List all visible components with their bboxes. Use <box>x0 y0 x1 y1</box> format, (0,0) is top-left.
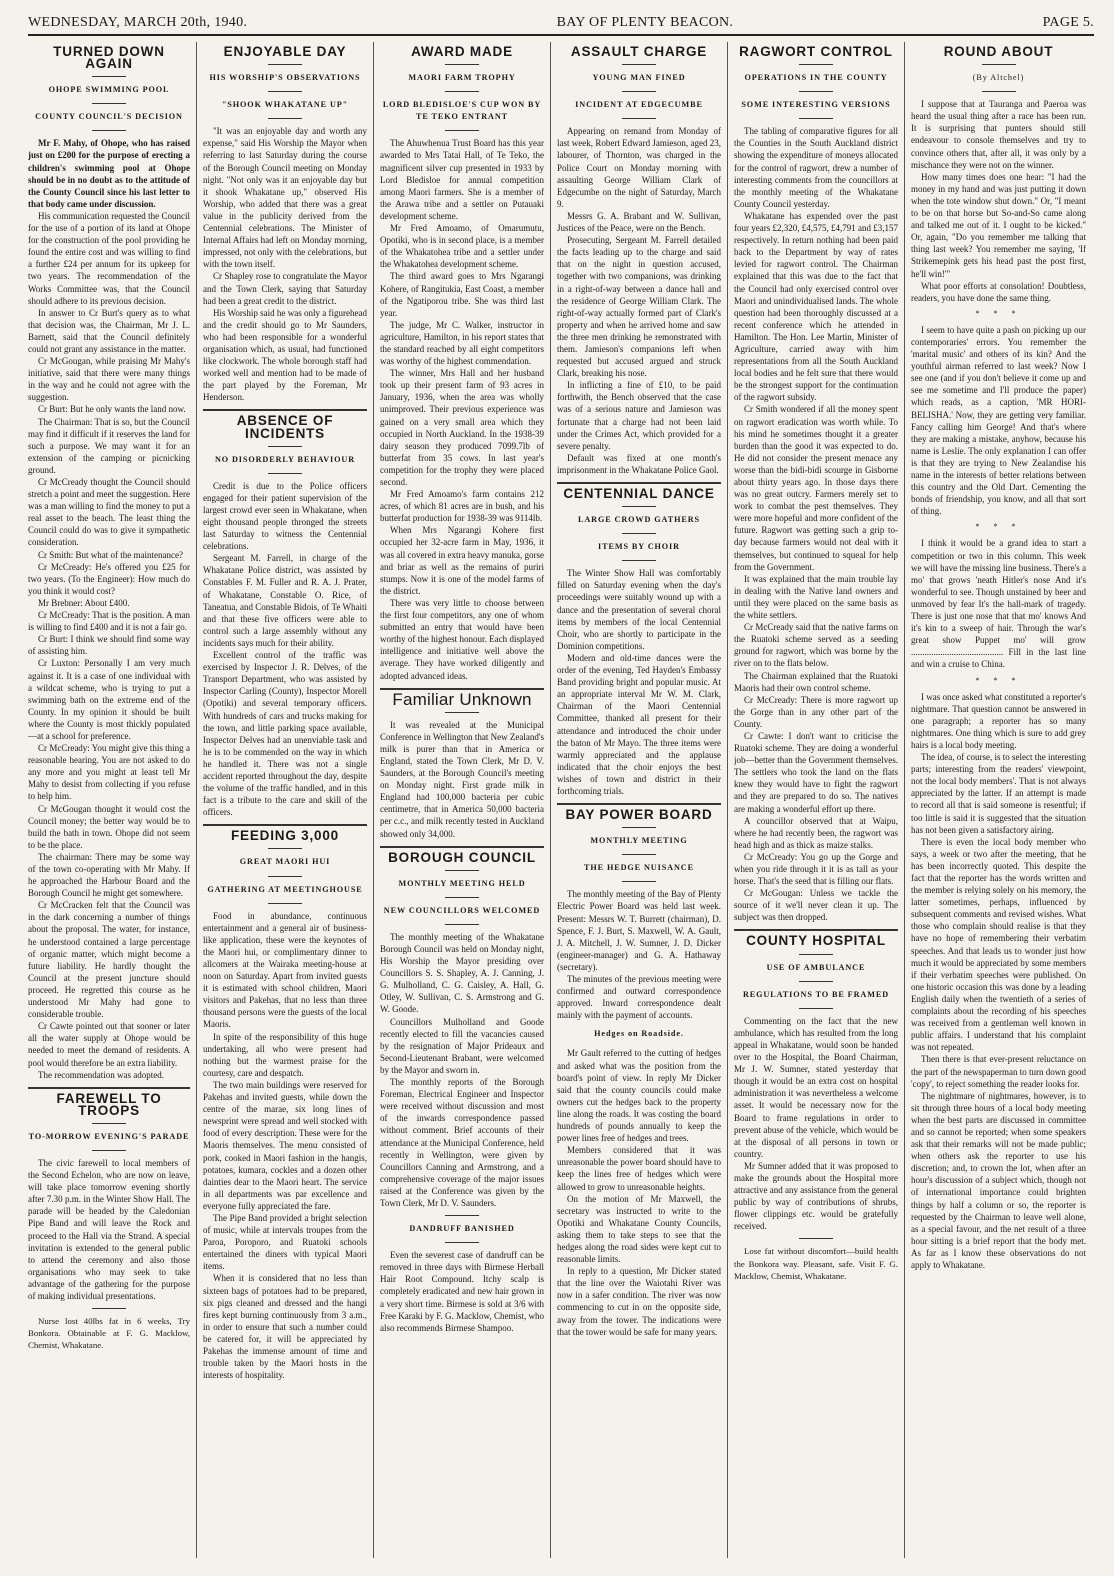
paragraph: Mr F. Mahy, of Ohope, who has raised just on £200 for the purpose of erecting a children's swimming pool at Ohope should be in no doubt as to the attitude of the County Council since his last letter to that body came under discussion. <box>28 138 190 209</box>
subheading: YOUNG MAN FINED <box>592 73 686 83</box>
paragraph: Appearing on remand from Monday of last week, Robert Edward Jamieson, aged 23, labourer, of Thornton, was charged in the Police Court on Monday morning with assaulting George William Clark of Edgecumbe on the night of Saturday, March 9. <box>557 126 721 209</box>
paragraph: Cr McCracken felt that the Council was in the dark concerning a number of things about the proposal. The water, for instance, he understood contained a large percentage of organic matter, which might become a future liability. He hardly thought the Council at the present juncture should proceed. He regretted this course as he understood Mr Mahy had gone to considerable trouble. <box>28 900 190 1020</box>
paragraph: His communication requested the Council for the use of a portion of its land at Ohope for the construction of the pool providing he found the entire cost and was willing to find a further £24 per annum for its upkeep for two years. The recommendation of the Works Committee was, that the Council should adhere to its previous decision. <box>28 210 190 306</box>
paragraph: Mr Fred Amoamo's farm contains 212 acres, of which 81 acres are in bush, and his butterfat production for 1938-39 was 9114lb. <box>380 489 544 524</box>
subheading: LORD BLEDISLOE'S CUP WON BY TE TEKO ENTRANT <box>382 100 542 122</box>
column-rule <box>550 42 551 1558</box>
paragraph: On the motion of Mr Maxwell, the secretary was instructed to write to the Opotiki and Whakatane County Councils, asking them to take steps to see that the hedges along the road sides were kept cut to reasonable limits. <box>557 1193 721 1265</box>
paragraph: Cr Burt: I think we should find some way of assisting him. <box>28 634 190 657</box>
subheading: NEW COUNCILLORS WELCOMED <box>383 905 541 915</box>
column-5 <box>734 42 898 1558</box>
paragraph: Commenting on the fact that the new ambulance, which has resulted from the long appeal in Whakatane, would soon be handed over to the Hospital, the Board Chairman, Mr J. W. Sumner, stated yesterday that though it would be an extra cost on hospital administration it was nevertheless a welcome asset. It would be necessary now for the Board to frame regulations in order to prevent abuse of the vehicle, which would be at the disposal of all persons in town or country. <box>734 1015 898 1159</box>
paragraph: The monthly reports of the Borough Foreman, Electrical Engineer and Inspector were received without discussion and most of the inwards correspondence passed without comment. Brief accounts of their attendance at the Municipal Conference, held recently in Wellington, were given by Councillors Canning and Armstrong, and a comprehensive coverage of the major issues raised at the Conference was given by the Town Clerk, Mr D. V. Saunders. <box>380 1077 544 1208</box>
subheading: MAORI FARM TROPHY <box>408 73 516 83</box>
paragraph: Cr Smith wondered if all the money spent on ragwort eradication was worth while. To his mind he sometimes thought it a greater burden than the good it was expected to do. He did not consider the present menace any worse than the bidi-bidi scourge in Gisborne about thirty years ago. In those days there was no great outcry. Farmers merely set to work to combat the pest themselves. They were more hopeful and more confident of the future. Ragwort was getting such a grip to-day because farmers would not deal with it themselves, but continued to squeal for help from the Government. <box>734 404 898 572</box>
paragraph: The judge, Mr C. Walker, instructor in agriculture, Hamilton, in his report states that the standard reached by all eight competitors was worthy of the highest commendation. <box>380 319 544 367</box>
paragraph: The Ahuwhenua Trust Board has this year awarded to Mrs Tatai Hall, of Te Teko, the magnificent silver cup presented in 1933 by Lord Bledisloe for annual competition among Maori farmers. She is a member of the Arawa tribe and a settler on Putauaki development scheme. <box>380 138 544 221</box>
paragraph: The nightmare of nightmares, however, is to sit through three hours of a local body meeting when the best parts are discussed in committee and so cannot be reported; when some speakers ask that their remarks will not be made public; when others ask the reporter to use his discretion; and, to crown the lot, when after an hour's discussion of a subject which, though not of international importance could brighten things by half a column or so, the reporter is requested by the Chairman to leave well alone, as a special favour, and the net result of a three hour sitting is a brief report that the body met. As far as I know these observations do not apply to Whakatane. <box>911 1090 1086 1270</box>
paragraph: I suppose that at Tauranga and Paeroa was heard the usual thing after a race has been run. It is surprising that punters should still endeavour to console themselves and try to convince others that, after all, it was only by a mischance they were not on the winner. <box>911 99 1086 170</box>
subheading: NO DISORDERLY BEHAVIOUR <box>214 454 356 464</box>
paragraph: "It was an enjoyable day and worth any expense," said His Worship the Mayor when referring to last Saturday during the course of the Borough Council meeting on Monday night. "Not only was it an enjoyable day but it shook Whakatane up," observed His Worship, who added that there was a great value in the publicity derived from the Centennial celebrations. The Minister of Internal Affairs had left on Monday morning, impressed, not only with the celebrations, but with the town itself. <box>203 126 367 270</box>
paragraph: Cr McGougan thought it would cost the Council money; the better way would be to build the bath in town. Ohope did not seem to be the place. <box>28 803 190 850</box>
headline: ENJOYABLE DAY <box>223 44 347 59</box>
paragraph: In spite of the responsibility of this huge undertaking, all who were present had nothing but the warmest praise for the courtesy, care and despatch. <box>203 1031 367 1078</box>
headline: ABSENCE OF INCIDENTS <box>236 413 334 441</box>
headline: ROUND ABOUT <box>943 44 1054 59</box>
paragraph: Mr Sumner added that it was proposed to make the grounds about the Hospital more attractive and any assistance from the general public by way of contributions of shrubs, flower clippings etc. would be gratefully received. <box>734 1160 898 1232</box>
headline: AWARD MADE <box>411 44 513 59</box>
headline: CENTENNIAL DANCE <box>563 486 715 501</box>
paragraph: Mr Fred Amoamo, of Omarumutu, Opotiki, who is in second place, is a member of the Whakatohea tribe and a settler under the Whakatohea development scheme. <box>380 223 544 270</box>
column-rule <box>373 42 374 1558</box>
paragraph: The winner, Mrs Hall and her husband took up their present farm of 93 acres in January, 1936, when the area was wholly unimproved. Their previous experience was gained on a very small area which they occupied in North Auckland. In the 1938-39 dairy season they produced 7099.7lb of butterfat from 35 cows. In last year's competition for the trophy they were placed second. <box>380 368 544 487</box>
paragraph: The two main buildings were reserved for Pakehas and invited guests, while down the centre of the marae, six long lines of newsprint were spread and well stocked with food of every description. These were for the Maoris themselves. The menu consisted of pork, cooked in Maori fashion in the hangis, potatoes, kumara, cockles and a dozen other dainties dear to the Maori heart. The service in all departments was par excellence and everyone fully appreciated the fare. <box>203 1079 367 1211</box>
section-stars: * * * <box>975 522 1022 532</box>
paragraph: Then there is that ever-present reluctance on the part of the newspaperman to turn down good 'copy', to reject something the reader looks for. <box>911 1054 1086 1089</box>
paragraph: Cr McCready: You might give this thing a reasonable hearing. You are not asked to do any more and you might at least tell Mr Mahy to desist from collecting if you refuse to help him. <box>28 743 190 802</box>
subheading: COUNTY COUNCIL'S DECISION <box>35 112 183 122</box>
column-rule <box>196 42 197 1558</box>
paragraph: When Mrs Ngarangi Kohere first occupied her 32-acre farm in May, 1936, it was all covered in extra heavy manuka, gorse and briar as well as the remains of puriri stumps. Now it is one of the model farms of the district. <box>380 525 544 596</box>
paragraph: Excellent control of the traffic was exercised by Inspector J. R. Delves, of the Transport Department, who was assisted by Inspector Carling (County), Inspector Morell (Opotiki) and several temporary officers. With hundreds of cars and trucks making for the town, and little parking space available, Inspector Delves had an unenviable task and he is to be commended on the way in which he handled it. There was not a single accident reported throughout the day, despite the volume of the traffic handled, and in this fact is a tribute to the care and skill of the officers. <box>203 650 367 818</box>
paragraph: The idea, of course, is to select the interesting parts; interesting from the readers' viewpoint, not the local body members'. That is not always appreciated by the latter. If an attempt is made to record all that is said someone is resentful; if too little is said it is suggested that the situation has not been given a satisfactory airing. <box>911 752 1086 835</box>
paragraph: Cr McCready: You go up the Gorge and when you ride through it it is as tall as your horse. That's the seed that is filling our flats. <box>734 851 898 887</box>
masthead <box>28 12 1094 36</box>
paragraph: Members considered that it was unreasonable the power board should have to keep the lines free of hedges which were allowed to grow to unreasonable heights. <box>557 1145 721 1192</box>
masthead-page: PAGE 5. <box>1042 15 1094 30</box>
paragraph: Cr McCready said that the native farms on the Ruatoki scheme served as a seeding ground for ragwort, which was borne by the river on to the flats below. <box>734 622 898 669</box>
advertisement: Lose fat without discomfort—build health the Bonkora way. Pleasant, safe. Visit F. G. Macklow, Chemist, Whakatane. <box>734 1246 898 1281</box>
paragraph: In answer to Cr Burt's query as to what that decision was, the Chairman, Mr J. L. Barnett, said that the Council definitely could not grant any assistance in the matter. <box>28 307 190 354</box>
paragraph: Cr Luxton: Personally I am very much against it. It is a case of one individual with a wildcat scheme, who is trying to put a swimming bath on the extreme end of the County. In my opinion it should be built where the County is most thickly populated—at a school for preference. <box>28 658 190 741</box>
paragraph: Cr Cawte: I don't want to criticise the Ruatoki scheme. They are doing a wonderful job—better than the Government themselves. The settlers who took the land on the flats knew they would have to fight the ragwort and they are prepared to do so. The natives are making a wonderful effort up there. <box>734 730 898 814</box>
paragraph: When it is considered that no less than sixteen bags of potatoes had to be prepared, six pigs cleaned and dressed and the hangi fires kept burning continuously from 3 a.m., in order to ensure that such a number could be catered for, it will be appreciated by Pakehas the immense amount of time and trouble taken by the Maori hosts in the interests of hospitality. <box>203 1273 367 1381</box>
paragraph: The chairman: There may be some way of the town co-operating with Mr Mahy. If he approached the Harbour Board and the Borough Council he might get somewhere. <box>28 851 190 899</box>
paragraph: The monthly meeting of the Whakatane Borough Council was held on Monday night, His Worship the Mayor presiding over Councillors S. S. Shapley, A. J. Canning, J. G. Mulholland, C. G. Caisley, A. Hall, G. Otley, W. Sullivan, C. S. Armstrong and G. W. Goode. <box>380 931 544 1015</box>
paragraph: In inflicting a fine of £10, to be paid forthwith, the Bench observed that the case was of a serious nature and Jamieson was fortunate that a charge had not been laid under the Crimes Act, which provided for a severe penalty. <box>557 380 721 451</box>
paragraph: The tabling of comparative figures for all the Counties in the South Auckland district showing the expenditure of moneys allocated for the control of ragwort, drew a number of interesting comments from the councillors at the monthly meeting of the Whakatane County Council yesterday. <box>734 126 898 209</box>
paragraph: Whakatane has expended over the past four years £2,320, £4,575, £4,791 and £3,157 respectively. In return nothing had been paid back to the Department by way of rates levied for ragwort control. The Chairman explained that this was due to the fact that the Council had only exercised control over Maori and unindividualised lands. The whole question had been thoroughly discussed at a recent conference which he attended in Hamilton. The Hon. Lee Martin, Minister of Agriculture, carried away with him representations from all the South Auckland local bodies and he felt sure that there would be the strongest support for the continuation of the ragwort subsidy. <box>734 210 898 403</box>
paragraph: Food in abundance, continuous entertainment and a general air of business-like application, these were the keynotes of the Maori hui, or complimentary dinner to allcomers at the Wairaka meeting-house at noon on Saturday. Apart from invited guests it is estimated with school children, Maori visitors and Pakehas, that no less than three thousand persons were the guests of the local Maoris. <box>203 910 367 1030</box>
column-rule <box>904 42 905 1558</box>
subheading: INCIDENT AT EDGECUMBE <box>575 100 703 110</box>
subheading: SOME INTERESTING VERSIONS <box>741 100 891 110</box>
paragraph: Cr Smith: But what of the maintenance? <box>38 549 183 560</box>
subheading: MONTHLY MEETING HELD <box>398 878 526 888</box>
paragraph: I think it would be a grand idea to start a competition or two in this column. This week we will have the missing line business. There's a mo' that grows 'neath Hitler's nose And it's wonderful to see. Though unstained by beer and unmoved by fear It's the hall-mark of tragedy. There is just one nose that that mo' knows And it's kin to a sweep of hair. Through the war's great show Puppet mo' will grow ......................................... Fill in the last line and win a cruise to China. <box>911 538 1086 670</box>
paragraph: The civic farewell to local members of the Second Echelon, who are now on leave, will take place tomorrow evening shortly after 7.30 p.m. in the Winter Show Hall. The parade will be headed by the Caledonian Pipe Band and will leave the Rock and proceed to the Hall via the Strand. A special invitation is extended to the general public to attend the ceremony and also those organisations who may seek to take advantage of the gathering for the purpose of making individual presentations. <box>28 1157 190 1301</box>
paragraph: The third award goes to Mrs Ngarangi Kohere, of Rangitukia, East Coast, a member of the Ngatiporou tribe. She was third last year. <box>380 271 544 318</box>
subheading: DANDRUFF BANISHED <box>409 1224 515 1234</box>
column-1 <box>28 42 190 1558</box>
paragraph: The Winter Show Hall was comfortably filled on Saturday evening when the day's proceedings were suitably wound up with a dance and the presentation of several choral items by members of the local Centennial Choir, who are shortly to participate in the Dominion competitions. <box>557 568 721 651</box>
paragraph: I seem to have quite a pash on picking up our contemporaries' errors. You remember the 'marital music' and others of its kin? And the youthful airman referred to last week? Now I see one (and if you don't believe it come up and see me sometime and I'll produce the paper) which reads, as a caption, 'MR HORI-BELISHA.' Now, they are getting very familiar. Fancy calling him George! And that's where they are making a mistake, anyhow, because his name is Leslie. The only explanation I can offer is that they are trying to New Zealandise his name in the interests of better relations between this country and the Old Dart. Cementing the bonds of friendship, you know, and all that sort of thing. <box>911 324 1086 517</box>
headline: RAGWORT CONTROL <box>739 44 893 59</box>
paragraph: Credit is due to the Police officers engaged for their patient supervision of the largest crowd ever seen in Whakatane, when eight thousand people thronged the streets last Saturday to witness the Centennial celebrations. <box>203 480 367 552</box>
paragraph: Cr McCready: That is the position. A man is willing to find £400 and it is not a fair go. <box>28 610 190 633</box>
subheading: USE OF AMBULANCE <box>766 962 866 972</box>
paragraph: The Chairman: That is so, but the Council may find it difficult if it reserves the land for such a purpose. We may want it for an extension of the camping or picnicking ground. <box>28 416 190 475</box>
headline: FEEDING 3,000 <box>231 828 339 844</box>
paragraph: Prosecuting, Sergeant M. Farrell detailed the facts leading up to the charge and said that on the night in question accused, together with two companions, was drinking in a right-of-way between a dance hall and the residence of George William Clark. The right-of-way actually formed part of Clark's property and when he arrived home and saw the three men drinking he remonstrated with them. Jamieson's companions left when requested but accused argued and struck Clark, breaking his nose. <box>557 235 721 379</box>
paragraph: There is even the local body member who says, a week or two after the meeting, that he has been incorrectly quoted. This despite the fact that the reporter has the words written and the member is relying solely on his memory, the latter sometimes, perhaps, influenced by subsequent comments and revised wishes. What those who complain should realise is that they have no hope of remembering their verbatim speeches. And that leads us to wonder just how much it would be appreciated by some members if their verbatim speeches were published. On one historic occasion this was done by a leading English daily when the twentieth of a series of complaints about the recording of his speeches was received from a gentleman well known in public affairs. I understand that his complaint was not repeated. <box>911 836 1086 1053</box>
paragraph: Even the severest case of dandruff can be removed in three days with Birmese Herball Hair Root Compound. Itchy scalp is completely eradicated and new hair grown in a very short time. Birmese is sold at 3/6 with Free Karaki by F. G. Macklow, Chemist, who also recommends Birmese Shampoo. <box>380 1250 544 1333</box>
paragraph: The Pipe Band provided a bright selection of music, while at intervals troupes from the Paroa, Poroporo, and Ruatoki schools entertained the diners with typical Maori items. <box>203 1212 367 1272</box>
paragraph: The monthly meeting of the Bay of Plenty Electric Power Board was held last week. Present: Messrs W. T. Burrett (chairman), D. Spence, F. J. Burt, S. Maxwell, W. A. Gault, J. A. Mitchell, J. W. Sumner, J. D. Dicker (engineer-manager) and G. A. Hathaway (secretary). <box>557 889 721 972</box>
column-rule <box>727 42 728 1558</box>
subheading: TO-MORROW EVENING'S PARADE <box>28 1131 190 1141</box>
headline: BAY POWER BOARD <box>565 807 713 823</box>
paragraph: In reply to a question, Mr Dicker stated that the line over the Waiotahi River was now in a safer condition. The river was now commencing to cut in on the opposite side, away from the tower. The indications were that the tower would be safe for many years. <box>557 1266 721 1337</box>
paragraph: His Worship said he was only a figurehead and the credit should go to Mr Saunders, who had been responsible for a wonderful organisation which, as usual, had functioned like clockwork. The whole borough staff had worked well and mention had to be made of the part played by the Foreman, Mr Henderson. <box>203 307 367 403</box>
paragraph: Cr Burt: But he only wants the land now. <box>38 404 186 415</box>
column-3 <box>380 42 544 1558</box>
masthead-date: WEDNESDAY, MARCH 20th, 1940. <box>28 15 248 30</box>
paragraph: The Chairman explained that the Ruatoki Maoris had their own control scheme. <box>734 670 898 693</box>
subheading: HIS WORSHIP'S OBSERVATIONS <box>209 73 361 83</box>
paragraph: The minutes of the previous meeting were confirmed and outward correspondence approved. Inward correspondence dealt mainly with the payment of accounts. <box>557 974 721 1021</box>
subheading: GATHERING AT MEETINGHOUSE <box>207 884 363 894</box>
column-6 <box>911 42 1086 1558</box>
paragraph: I was once asked what constituted a reporter's nightmare. That question cannot be answered in one paragraph; a reporter has so many nightmares. One thing which is sure to add grey hairs is a local body meeting. <box>911 691 1086 750</box>
paragraph: Cr Shapley rose to congratulate the Mayor and the Town Clerk, saying that Saturday had been a great credit to the district. <box>203 271 367 306</box>
masthead-title: BAY OF PLENTY BEACON. <box>556 15 734 30</box>
subheading: OPERATIONS IN THE COUNTY <box>744 73 888 83</box>
subheading: LARGE CROWD GATHERS <box>577 515 701 525</box>
paragraph: It was revealed at the Municipal Conference in Wellington that New Zealand's milk is purer than that in America or England, stated the Town Clerk, Mr D. V. Saunders, at the Borough Council's meeting on Monday night. First grade milk in England had 100,000 bacteria per cubic centimetre, that in America 50,000 bacteria per c.c., and milk recently tested in Auckland showed only 34,000. <box>380 719 544 839</box>
advertisement: Nurse lost 40lbs fat in 6 weeks, Try Bonkora. Obtainable at F. G. Macklow, Chemist, Whakatane. <box>28 1316 190 1351</box>
headline: TURNED DOWN AGAIN <box>53 44 165 72</box>
paragraph: Mr Gault referred to the cutting of hedges and asked what was the position from the board's point of view. In reply Mr Dicker said that the county councils could make owners cut the hedges back to the property line along the roads. It was costing the board hundreds of pounds annually to keep the power lines free of hedges and trees. <box>557 1048 721 1144</box>
paragraph: What poor efforts at consolation! Doubtless, readers, you have done the same thing. <box>911 280 1086 303</box>
subheading: GREAT MAORI HUI <box>239 857 331 867</box>
column-4 <box>557 42 721 1558</box>
paragraph: Cr McGougan, while praising Mr Mahy's initiative, said that there were many things in the way and he could not agree with the suggestion. <box>28 356 190 403</box>
paragraph: How many times does one hear: "I had the money in my hand and was just putting it down when the tote window shut down." Or, "I meant to be on that horse but So-and-So came along and talked me out of it. I ought to be kicked." Or, again, "Do you remember me talking that thing last week? You remember me saying, 'If Strikemepink gets his head past the post first, he'll win!'" <box>911 171 1086 279</box>
headline: ASSAULT CHARGE <box>570 44 708 59</box>
paragraph: Cr McCready: He's offered you £25 for two years. (To the Engineer): How much do you think it would cost? <box>28 561 190 596</box>
paragraph: Messrs G. A. Brabant and W. Sullivan, Justices of the Peace, were on the Bench. <box>557 210 721 234</box>
section-stars: * * * <box>975 308 1022 318</box>
paragraph: The recommendation was adopted. <box>38 1069 164 1080</box>
paragraph: Modern and old-time dances were the order of the evening, Ted Hayden's Embassy Band providing bright and popular music. At an appropriate interval Mr W. M. Clark, Chairman of the Maori Centennial Committee, thanked all present for their attendance and introduced the choir under the baton of Mr Mayo. The three items were warmly appreciated and the applause indicated that the choir enjoys the best wishes of town and district in their forthcoming trials. <box>557 652 721 796</box>
headline: BOROUGH COUNCIL <box>388 849 536 865</box>
subheading: THE HEDGE NUISANCE <box>584 863 694 873</box>
paragraph: A councillor observed that at Waipu, where he had recently been, the ragwort was head high and as thick as maize stalks. <box>734 815 898 850</box>
paragraph: Cr Cawte pointed out that sooner or later all the water supply at Ohope would be needed to meet the demand of residents. A pool would therefore be an extra liability. <box>28 1021 190 1068</box>
headline: COUNTY HOSPITAL <box>746 933 886 949</box>
subheading: ITEMS BY CHOIR <box>598 542 680 552</box>
byline: (By Altchel) <box>972 73 1025 83</box>
paragraph: Cr McCready thought the Council should stretch a point and meet the suggestion. Here was a man willing to find the money to put a real asset to the beach. The least thing the Council could do was to give it sympathetic consideration. <box>28 477 190 548</box>
subheading: "SHOOK WHAKATANE UP" <box>221 100 349 110</box>
subheading: OHOPE SWIMMING POOL <box>48 85 170 95</box>
paragraph: Councillors Mulholland and Goode recently elected to fill the vacancies caused by the resignation of Major Prideaux and Second-Lieutenant Brabant, were welcomed by the Mayor and sworn in. <box>380 1016 544 1075</box>
headline: Familiar Unknown <box>392 689 532 709</box>
paragraph: Sergeant M. Farrell, in charge of the Whakatane Police district, was assisted by Constables F. M. Fuller and R. A. J. Prater, of Whakatane, Constable O. Rice, of Taneatua, and Constable Bidois, of Te Whaiti and that these five officers were able to control such a large assembly without any incidents says much for their ability. <box>203 553 367 648</box>
subheading: REGULATIONS TO BE FRAMED <box>742 989 890 999</box>
headline: FAREWELL TO TROOPS <box>56 1090 162 1118</box>
paragraph: Default was fixed at one month's imprisonment in the Whakatane Police Gaol. <box>557 452 721 475</box>
subheading: MONTHLY MEETING <box>590 836 688 846</box>
paragraph: Mr Brebner: About £400. <box>38 597 130 608</box>
section-stars: * * * <box>975 675 1022 685</box>
paragraph: There was very little to choose between the first four competitors, any one of whom submitted an entry that would have been worthy of the highest honour. Each displayed intelligence and initiative well above the average. They have worked diligently and adopted advanced ideas. <box>380 597 544 681</box>
column-2 <box>203 42 367 1558</box>
subheading: Hedges on Roadside. <box>594 1029 684 1039</box>
paragraph: Cr McCready: There is more ragwort up the Gorge than in any other part of the County. <box>734 694 898 729</box>
paragraph: Cr McGougan: Unless we tackle the source of it we'll never clean it up. The subject was then dropped. <box>734 888 898 923</box>
paragraph: It was explained that the main trouble lay in dealing with the Native land owners and until they were placed on the same basis as the white settlers. <box>734 573 898 621</box>
